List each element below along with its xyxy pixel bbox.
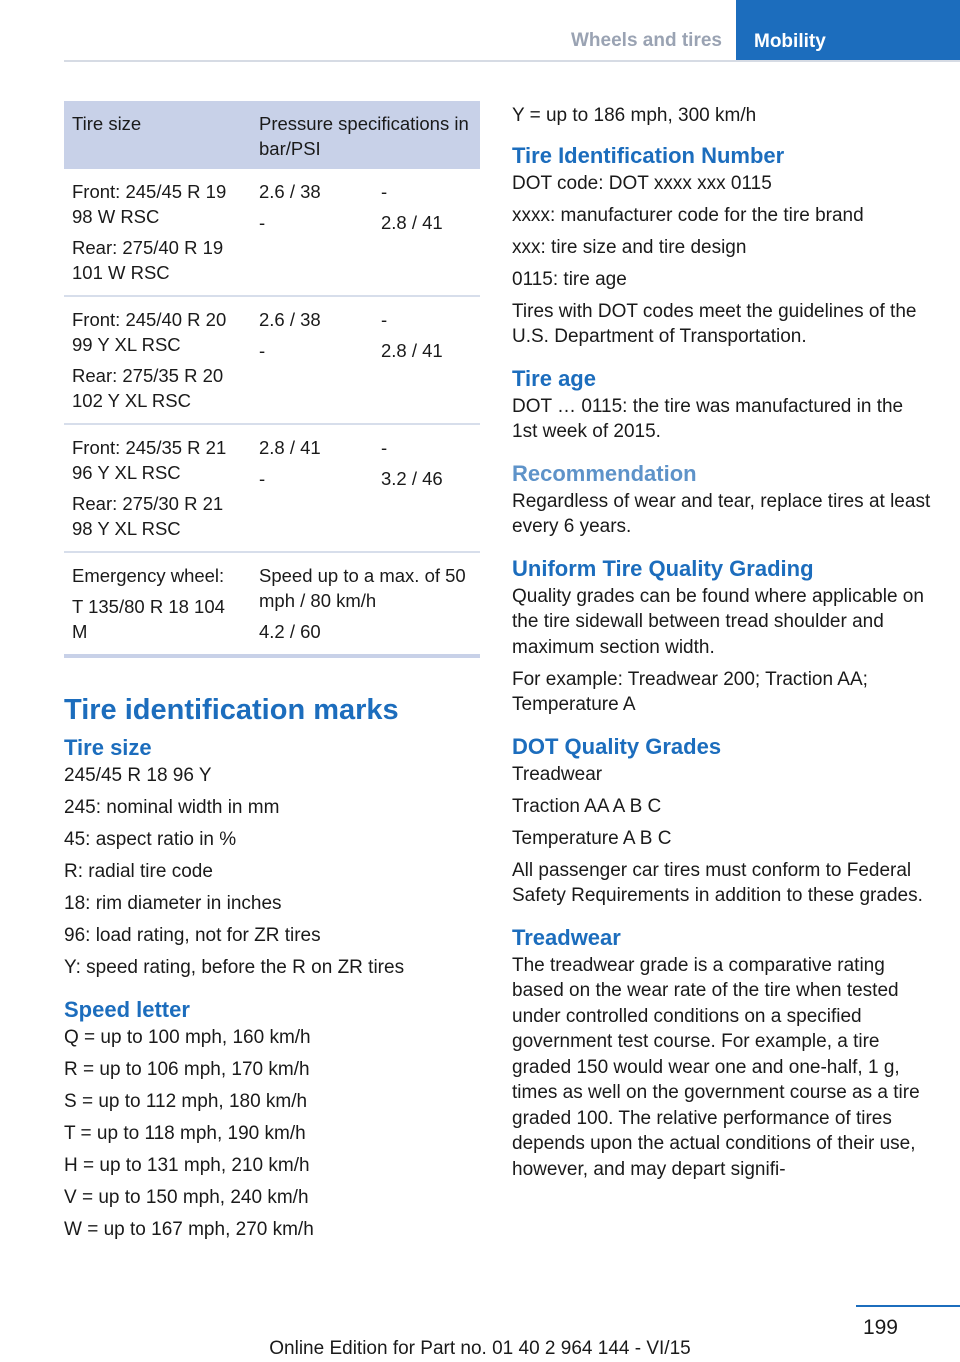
tin-line: Tires with DOT codes meet the guidelines of the U.S. Department of Transportation. bbox=[512, 300, 917, 347]
dot-grade-line: Traction AA A B C bbox=[512, 795, 662, 817]
tire-size-cell bbox=[64, 424, 251, 552]
edition-note: Online Edition for Part no. 01 40 2 964 144 - VI/15 bbox=[269, 1338, 691, 1359]
footer-rule bbox=[856, 1305, 960, 1307]
emergency-pressure: 4.2 / 60 bbox=[259, 621, 321, 642]
subheading-tire-size: Tire size bbox=[64, 735, 152, 760]
table-row bbox=[64, 296, 480, 424]
speed-letter-line: R = up to 106 mph, 170 km/h bbox=[64, 1058, 310, 1080]
tin-line: DOT code: DOT xxxx xxx 0115 bbox=[512, 172, 772, 194]
subheading-treadwear: Treadwear bbox=[512, 924, 621, 950]
tire-size-line: 18: rim diameter in inches bbox=[64, 893, 282, 914]
left-column bbox=[64, 101, 480, 1249]
pressure-front: 2.6 / 38 bbox=[259, 309, 321, 330]
utqg-text: For example: Treadwear 200; Traction AA; Temperature A bbox=[512, 668, 868, 715]
pressure-cell-alt bbox=[373, 169, 480, 296]
pressure-rear: - bbox=[259, 340, 266, 361]
header-pressure: Pressure specifications in bar/PSI bbox=[251, 101, 480, 169]
size-rear: Rear: 275/30 R 21 98 Y XL RSC bbox=[72, 493, 224, 539]
tin-line: xxxx: manufacturer code for the tire brand bbox=[512, 204, 864, 226]
subheading-speed-letter: Speed letter bbox=[64, 996, 190, 1022]
tire-age-text: DOT … 0115: the tire was manufactured in the 1st week of 2015. bbox=[512, 395, 904, 442]
tire-size-line: 245/45 R 18 96 Y bbox=[64, 765, 212, 786]
pressure-cell-alt bbox=[373, 296, 480, 424]
emergency-size: T 135/80 R 18 104 M bbox=[72, 596, 225, 642]
tire-size-line: 245: nominal width in mm bbox=[64, 797, 280, 818]
tire-size-line: Y: speed rating, before the R on ZR tires bbox=[64, 957, 405, 978]
tire-size-cell bbox=[64, 169, 251, 296]
dot-grade-line: All passenger car tires must conform to Federal Safety Requirements in addition to these grades. bbox=[512, 859, 923, 906]
chapter-tab: Mobility bbox=[736, 0, 960, 62]
tire-size-cell bbox=[64, 552, 251, 656]
dot-grade-line: Treadwear bbox=[512, 763, 603, 785]
tire-size-cell bbox=[64, 296, 251, 424]
emergency-pressure-cell bbox=[251, 552, 480, 656]
pressure-front-alt: - bbox=[381, 309, 388, 330]
right-column bbox=[512, 103, 932, 1189]
utqg-text: Quality grades can be found where applicable on the tire sidewall between tread shoulder and maximum section width. bbox=[512, 585, 924, 658]
size-front: Front: 245/40 R 20 99 Y XL RSC bbox=[72, 309, 227, 355]
header-tire-size: Tire size bbox=[64, 101, 251, 169]
speed-letter-line: T = up to 118 mph, 190 km/h bbox=[64, 1122, 306, 1144]
tire-size-line: R: radial tire code bbox=[64, 861, 213, 882]
tin-line: xxx: tire size and tire design bbox=[512, 236, 747, 258]
speed-letter-line: H = up to 131 mph, 210 km/h bbox=[64, 1154, 310, 1176]
pressure-rear-alt: 2.8 / 41 bbox=[381, 212, 443, 233]
recommendation-text: Regardless of wear and tear, replace tires at least every 6 years. bbox=[512, 490, 931, 537]
subheading-dot-quality-grades: DOT Quality Grades bbox=[512, 733, 722, 759]
subheading-tire-identification-number: Tire Identification Number bbox=[512, 142, 785, 168]
speed-letter-line: S = up to 112 mph, 180 km/h bbox=[64, 1090, 308, 1112]
tire-size-line: 96: load rating, not for ZR tires bbox=[64, 925, 321, 946]
pressure-front-alt: - bbox=[381, 181, 388, 202]
pressure-rear-alt: 2.8 / 41 bbox=[381, 340, 443, 361]
tin-line: 0115: tire age bbox=[512, 268, 627, 290]
pressure-rear: - bbox=[259, 468, 266, 489]
speed-letter-line: V = up to 150 mph, 240 km/h bbox=[64, 1186, 309, 1208]
size-front: Front: 245/45 R 19 98 W RSC bbox=[72, 181, 227, 227]
table-row bbox=[64, 424, 480, 552]
dot-grade-line: Temperature A B C bbox=[512, 827, 672, 849]
page-number: 199 bbox=[862, 1316, 898, 1339]
table-header-row bbox=[64, 101, 480, 169]
section-title: Wheels and tires bbox=[571, 30, 722, 51]
section-heading-tire-identification: Tire identification marks bbox=[64, 694, 399, 726]
pressure-cell bbox=[251, 296, 373, 424]
speed-letter-line: Q = up to 100 mph, 160 km/h bbox=[64, 1026, 311, 1048]
speed-letter-line: Y = up to 186 mph, 300 km/h bbox=[512, 105, 757, 126]
table-row bbox=[64, 169, 480, 296]
pressure-cell-alt bbox=[373, 424, 480, 552]
pressure-rear-alt: 3.2 / 46 bbox=[381, 468, 443, 489]
subheading-tire-age: Tire age bbox=[512, 365, 596, 391]
table-row bbox=[64, 552, 480, 656]
treadwear-text: The treadwear grade is a comparative rating based on the wear rate of the tire when tested under controlled conditions on a specified government test course. For example, a tire graded 150 would wear one and one-half, 1 g, times as well on the government course as a tire graded 100. The relative performance of tires depends upon the actual conditions of their use, however, and may depart signifi- bbox=[512, 954, 920, 1180]
pressure-front: 2.8 / 41 bbox=[259, 437, 321, 458]
emergency-label: Emergency wheel: bbox=[72, 565, 225, 586]
speed-letter-line: W = up to 167 mph, 270 km/h bbox=[64, 1218, 314, 1240]
pressure-cell bbox=[251, 424, 373, 552]
page-header bbox=[0, 0, 960, 62]
tire-size-line: 45: aspect ratio in % bbox=[64, 829, 237, 850]
header-rule bbox=[64, 60, 960, 62]
subheading-utqg: Uniform Tire Quality Grading bbox=[512, 555, 814, 581]
pressure-front: 2.6 / 38 bbox=[259, 181, 321, 202]
size-front: Front: 245/35 R 21 96 Y XL RSC bbox=[72, 437, 227, 483]
pressure-front-alt: - bbox=[381, 437, 388, 458]
emergency-speed-note: Speed up to a max. of 50 mph / 80 km/h bbox=[259, 565, 466, 611]
pressure-cell bbox=[251, 169, 373, 296]
size-rear: Rear: 275/35 R 20 102 Y XL RSC bbox=[72, 365, 224, 411]
subheading-recommendation: Recommendation bbox=[512, 460, 697, 486]
size-rear: Rear: 275/40 R 19 101 W RSC bbox=[72, 237, 224, 283]
pressure-rear: - bbox=[259, 212, 266, 233]
tire-pressure-table bbox=[64, 101, 480, 658]
